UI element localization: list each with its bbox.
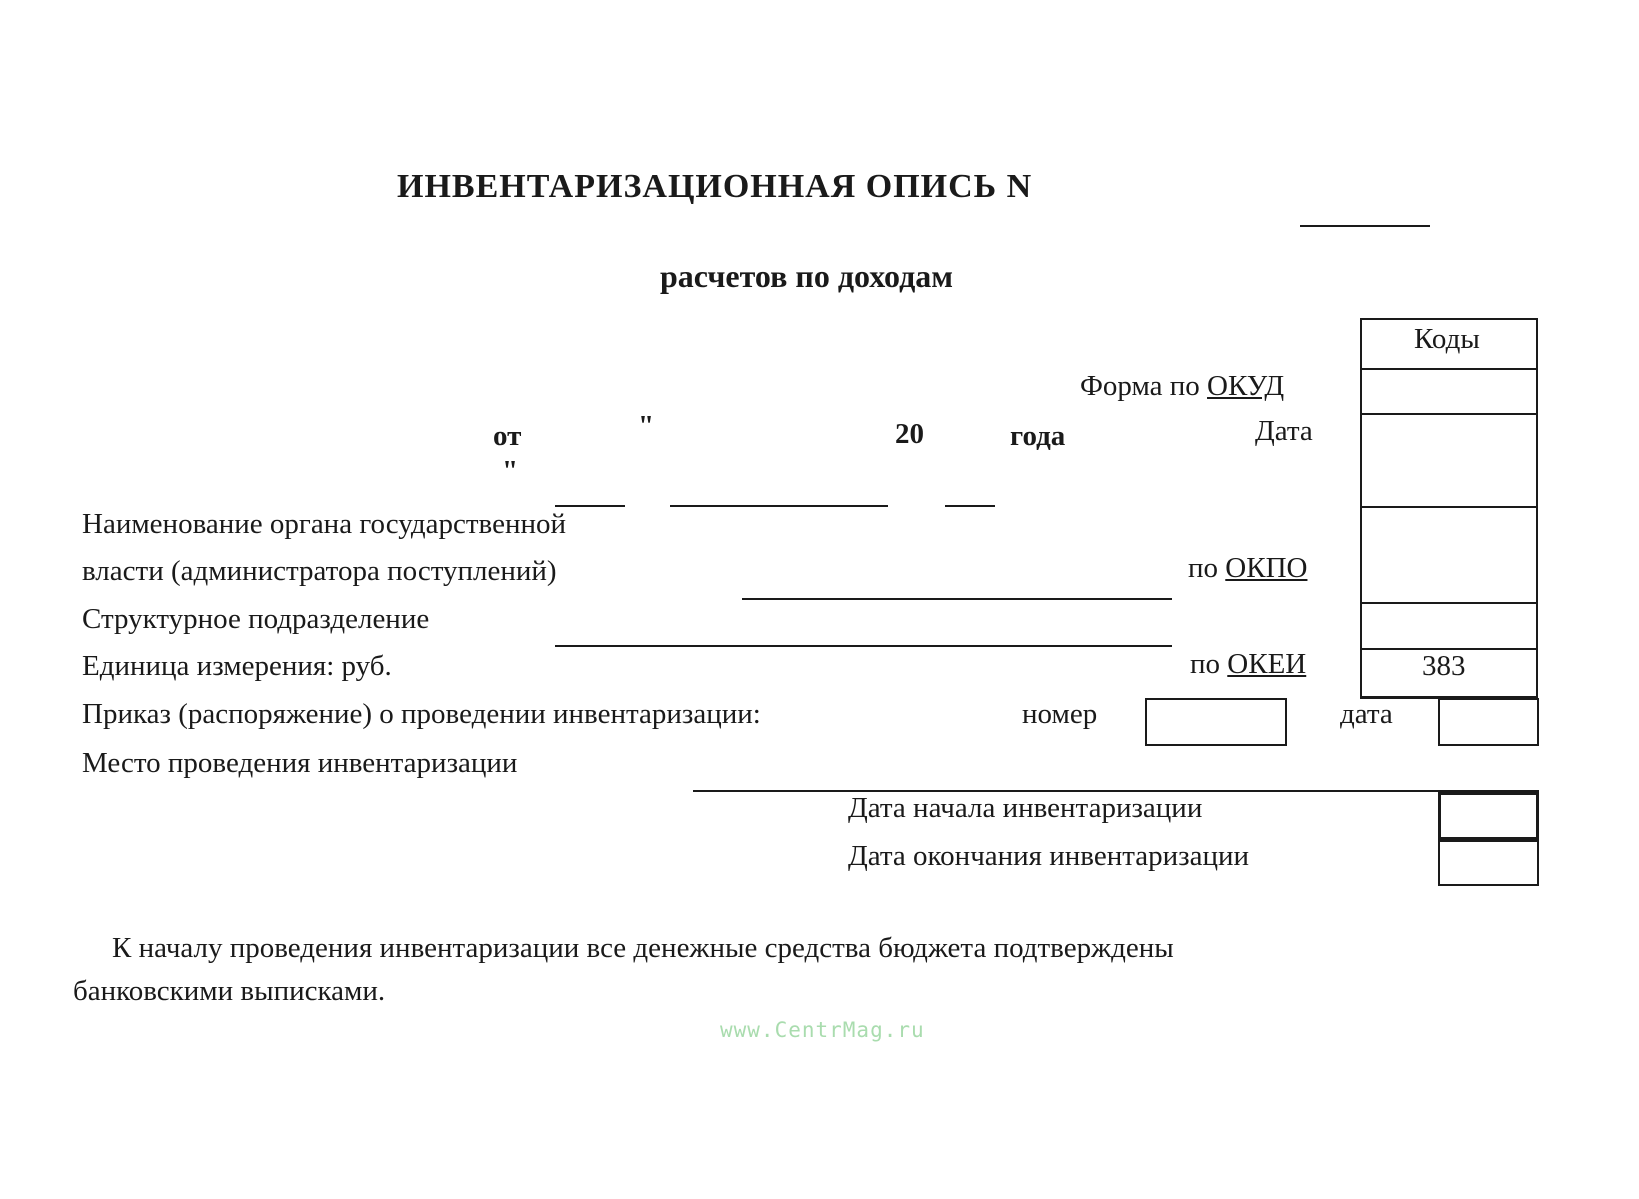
okpo-link[interactable]: ОКПО bbox=[1225, 552, 1308, 584]
organ-input-line[interactable] bbox=[742, 598, 1172, 600]
date-year-line[interactable] bbox=[945, 505, 995, 507]
start-date-box[interactable] bbox=[1438, 792, 1539, 840]
organ-label-line1: Наименование органа государственной bbox=[82, 508, 567, 540]
date-code-label: Дата bbox=[1255, 415, 1313, 447]
date-quote-open: " bbox=[502, 455, 519, 487]
codes-row-divider bbox=[1362, 602, 1536, 604]
codes-row-divider bbox=[1362, 413, 1536, 415]
okud-label bbox=[1080, 370, 1284, 403]
codes-row-divider bbox=[1362, 368, 1536, 370]
statement-line1: К началу проведения инвентаризации все денежные средства бюджета подтверждены bbox=[112, 932, 1174, 964]
date-quote-close: " bbox=[638, 410, 655, 442]
okud-link[interactable]: ОКУД bbox=[1207, 370, 1285, 402]
unit-of-measure-label: Единица измерения: руб. bbox=[82, 650, 392, 682]
okei-code-value: 383 bbox=[1422, 650, 1466, 682]
order-date-label: дата bbox=[1340, 698, 1393, 730]
codes-table bbox=[1360, 318, 1538, 698]
statement-line2: банковскими выписками. bbox=[73, 975, 386, 1007]
date-month-line[interactable] bbox=[670, 505, 888, 507]
date-from-label: от bbox=[493, 420, 522, 452]
order-date-box[interactable] bbox=[1438, 698, 1539, 746]
okud-label-prefix: Форма по bbox=[1080, 370, 1200, 402]
okpo-label-prefix: по bbox=[1188, 552, 1219, 584]
document-number-line bbox=[1300, 225, 1430, 227]
okei-label-prefix: по bbox=[1190, 648, 1221, 680]
watermark: www.CentrMag.ru bbox=[720, 1018, 925, 1042]
structural-unit-label: Структурное подразделение bbox=[82, 603, 430, 635]
order-label: Приказ (распоряжение) о проведении инвентаризации: bbox=[82, 698, 761, 730]
start-date-label: Дата начала инвентаризации bbox=[848, 792, 1203, 824]
order-number-box[interactable] bbox=[1145, 698, 1287, 746]
okei-link[interactable]: ОКЕИ bbox=[1227, 648, 1307, 680]
organ-label-line2: власти (администратора поступлений) bbox=[82, 555, 557, 587]
date-year-suffix: года bbox=[1010, 420, 1066, 452]
structural-unit-line[interactable] bbox=[555, 645, 1172, 647]
okpo-label bbox=[1188, 552, 1307, 585]
end-date-box[interactable] bbox=[1438, 840, 1539, 886]
document-title: ИНВЕНТАРИЗАЦИОННАЯ ОПИСЬ N bbox=[397, 168, 1033, 205]
codes-header: Коды bbox=[1414, 323, 1480, 355]
order-number-label: номер bbox=[1022, 698, 1098, 730]
codes-row-divider bbox=[1362, 506, 1536, 508]
date-day-line[interactable] bbox=[555, 505, 625, 507]
document-subtitle: расчетов по доходам bbox=[660, 258, 954, 294]
end-date-label: Дата окончания инвентаризации bbox=[848, 840, 1250, 872]
date-year-prefix: 20 bbox=[895, 418, 924, 450]
place-label: Место проведения инвентаризации bbox=[82, 747, 518, 779]
okei-label bbox=[1190, 648, 1306, 681]
